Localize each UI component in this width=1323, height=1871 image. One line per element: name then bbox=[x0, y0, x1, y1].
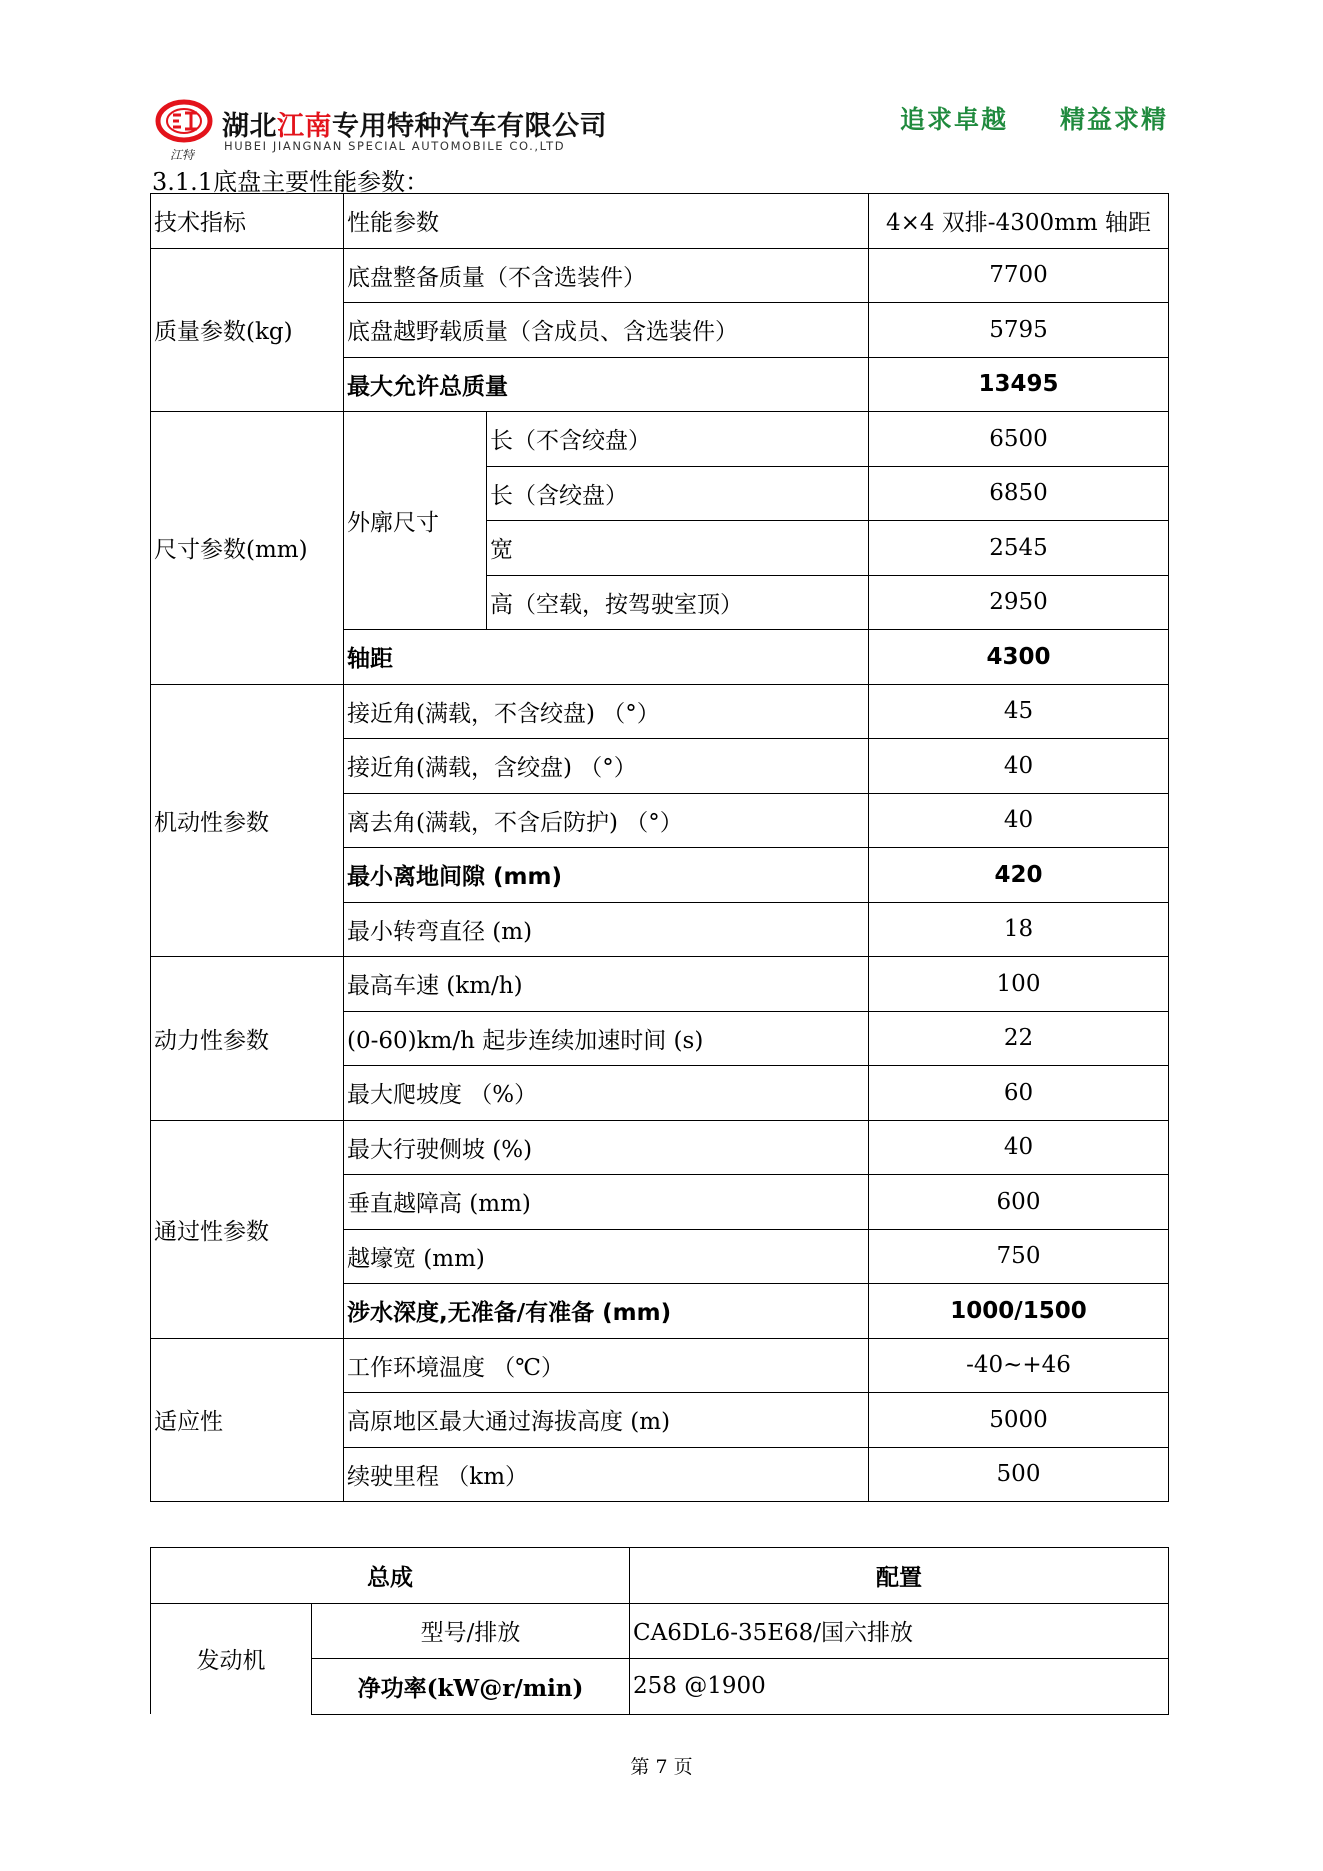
row-value: 22 bbox=[869, 1011, 1169, 1066]
table-row bbox=[151, 248, 1169, 303]
group-dimension: 尺寸参数(mm) bbox=[151, 412, 344, 685]
row-label: (0-60)km/h 起步连续加速时间 (s) bbox=[344, 1011, 869, 1066]
header-config: 配置 bbox=[630, 1548, 1169, 1604]
group-engine: 发动机 bbox=[151, 1603, 312, 1714]
table-row bbox=[151, 1338, 1169, 1393]
group-mass: 质量参数(kg) bbox=[151, 248, 344, 412]
row-label: 接近角(满载，含绞盘) （°） bbox=[344, 739, 869, 794]
row-value: 40 bbox=[869, 1120, 1169, 1175]
row-label: 最高车速 (km/h) bbox=[344, 957, 869, 1012]
slogan-precision: 精益求精 bbox=[1060, 105, 1169, 134]
row-value: 13495 bbox=[869, 357, 1169, 412]
row-label: 高（空载，按驾驶室顶） bbox=[487, 575, 869, 630]
row-value: 100 bbox=[869, 957, 1169, 1012]
row-label: 高原地区最大通过海拔高度 (m) bbox=[344, 1393, 869, 1448]
config-table bbox=[150, 1547, 1169, 1715]
header-assembly: 总成 bbox=[151, 1548, 630, 1604]
row-value: 2545 bbox=[869, 521, 1169, 576]
company-name: 湖北江南专用特种汽车有限公司 bbox=[222, 111, 607, 142]
page-number: 第 7 页 bbox=[630, 1756, 693, 1778]
row-value: 4300 bbox=[869, 630, 1169, 685]
row-label: 底盘越野载质量（含成员、含选装件） bbox=[344, 303, 869, 358]
row-value: 40 bbox=[869, 793, 1169, 848]
table-row bbox=[151, 412, 1169, 467]
row-value: -40~+46 bbox=[869, 1338, 1169, 1393]
header-tech-index: 技术指标 bbox=[151, 194, 344, 249]
row-value: 258 @1900 bbox=[630, 1659, 1169, 1715]
company-name-en: HUBEI JIANGNAN SPECIAL AUTOMOBILE CO.,LTD bbox=[224, 139, 566, 153]
row-value: 500 bbox=[869, 1447, 1169, 1502]
header-performance: 性能参数 bbox=[344, 194, 869, 249]
table-header-row bbox=[151, 194, 1169, 249]
group-mobility: 机动性参数 bbox=[151, 684, 344, 957]
row-value: 40 bbox=[869, 739, 1169, 794]
chassis-spec-table bbox=[150, 193, 1169, 1502]
row-label: 长（不含绞盘） bbox=[487, 412, 869, 467]
row-value: 2950 bbox=[869, 575, 1169, 630]
row-label: 最大允许总质量 bbox=[344, 357, 869, 412]
table-row bbox=[151, 684, 1169, 739]
table-row bbox=[151, 1603, 1169, 1659]
row-label: 净功率(kW@r/min) bbox=[312, 1659, 630, 1715]
group-power: 动力性参数 bbox=[151, 957, 344, 1121]
group-passability: 通过性参数 bbox=[151, 1120, 344, 1338]
row-label: 长（含绞盘） bbox=[487, 466, 869, 521]
row-value: 6500 bbox=[869, 412, 1169, 467]
group-adaptability: 适应性 bbox=[151, 1338, 344, 1502]
slogan-excellence: 追求卓越 bbox=[900, 105, 1009, 134]
row-label: 底盘整备质量（不含选装件） bbox=[344, 248, 869, 303]
row-label: 垂直越障高 (mm) bbox=[344, 1175, 869, 1230]
row-label: 轴距 bbox=[344, 630, 869, 685]
row-value: 7700 bbox=[869, 248, 1169, 303]
outline-size-label: 外廓尺寸 bbox=[344, 412, 487, 630]
row-label: 型号/排放 bbox=[312, 1603, 630, 1659]
row-label: 越壕宽 (mm) bbox=[344, 1229, 869, 1284]
row-label: 最大行驶侧坡 (%) bbox=[344, 1120, 869, 1175]
section-title: 3.1.1底盘主要性能参数： bbox=[152, 168, 430, 196]
jiangte-logo-icon bbox=[155, 98, 213, 144]
row-label: 最小转弯直径 (m) bbox=[344, 902, 869, 957]
row-value: 750 bbox=[869, 1229, 1169, 1284]
logo-handwritten-text: 江特 bbox=[170, 148, 195, 162]
row-value: 1000/1500 bbox=[869, 1284, 1169, 1339]
row-value: 18 bbox=[869, 902, 1169, 957]
table-row bbox=[151, 1120, 1169, 1175]
row-value: 420 bbox=[869, 848, 1169, 903]
row-value: 60 bbox=[869, 1066, 1169, 1121]
row-label: 离去角(满载，不含后防护) （°） bbox=[344, 793, 869, 848]
row-value: 5795 bbox=[869, 303, 1169, 358]
header-model: 4×4 双排-4300mm 轴距 bbox=[869, 194, 1169, 249]
row-label: 最大爬坡度 （%） bbox=[344, 1066, 869, 1121]
row-value: CA6DL6-35E68/国六排放 bbox=[630, 1603, 1169, 1659]
row-value: 600 bbox=[869, 1175, 1169, 1230]
row-value: 45 bbox=[869, 684, 1169, 739]
row-label: 涉水深度,无准备/有准备 (mm) bbox=[344, 1284, 869, 1339]
row-label: 工作环境温度 （℃） bbox=[344, 1338, 869, 1393]
row-label: 宽 bbox=[487, 521, 869, 576]
row-value: 6850 bbox=[869, 466, 1169, 521]
table-row bbox=[151, 957, 1169, 1012]
table-header-row bbox=[151, 1548, 1169, 1604]
row-label: 续驶里程 （km） bbox=[344, 1447, 869, 1502]
row-label: 最小离地间隙 (mm) bbox=[344, 848, 869, 903]
row-value: 5000 bbox=[869, 1393, 1169, 1448]
row-label: 接近角(满载，不含绞盘) （°） bbox=[344, 684, 869, 739]
